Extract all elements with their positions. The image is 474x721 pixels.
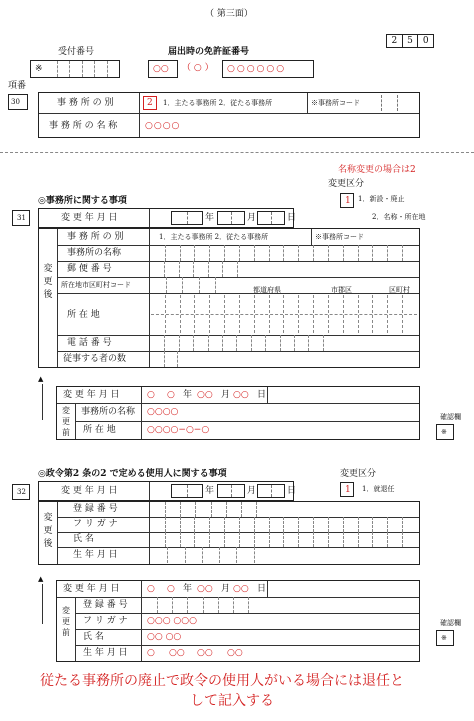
sec32-date-label: 変 更 年 月 日 [61, 486, 118, 496]
sec31-year-input[interactable] [171, 211, 203, 225]
sec32-before-reg-label: 登 録 番 号 [83, 600, 128, 610]
sec31-date-label: 変 更 年 月 日 [61, 213, 118, 223]
sec31-after-table [38, 228, 420, 368]
sec31-before-label: 変更前 [62, 406, 70, 437]
sec32-confirm-box: ※ [436, 630, 454, 646]
sec31-address-cells-2[interactable] [151, 315, 417, 333]
sec31-row-office-name: 事務所の名称 [67, 248, 122, 258]
office-table [38, 92, 420, 138]
sec31-row-address: 所 在 地 [67, 310, 100, 320]
sec32-row-name: 氏 名 [73, 534, 94, 544]
sec32-before-kana-value: ○○○ ○○○ [147, 616, 197, 626]
sec31-office-options: 1．主たる事務所 2．従たる事務所 [159, 233, 269, 241]
sec32-month-input[interactable] [217, 484, 245, 498]
sec31-phone-cells[interactable] [151, 335, 337, 351]
sec31-before-date-label: 変 更 年 月 日 [63, 390, 120, 400]
sec31-before-addr-label: 所 在 地 [83, 425, 116, 435]
sec32-birth-cells[interactable] [151, 547, 271, 563]
sec32-after-table [38, 501, 420, 565]
sec32-year-input[interactable] [171, 484, 203, 498]
sec32-before-date-label: 変 更 年 月 日 [63, 584, 120, 594]
office-code-label: ※事務所コード [311, 99, 360, 107]
license-prefix-value: ○○ [153, 64, 169, 74]
sec31-address-cells-1[interactable] [151, 295, 417, 313]
license-prefix-field[interactable] [148, 60, 178, 78]
sec31-date-row: 変 更 年 月 日 年 月 日 [38, 208, 294, 228]
sec31-town-label: 区町村 [389, 286, 410, 294]
sec32-kubun-option1: 1．就退任 [362, 485, 395, 493]
sec31-arrow-line [42, 384, 43, 420]
sec32-before-birth-year: ○○ [169, 648, 185, 658]
up-arrow-icon: ▲ [38, 375, 44, 383]
sec32-confirm-label: 確認欄 [440, 619, 461, 627]
sec32-before-birth-day: ○○ [227, 648, 243, 658]
sec32-before-kana-label: フ リ ガ ナ [83, 616, 128, 626]
sec31-before-addr-value: ○○○○−○−○ [147, 425, 210, 435]
sec31-after-label: 変更後 [43, 264, 53, 300]
sec31-before-date-era: ○ [147, 390, 155, 400]
sec31-before-name-label: 事務所の名称 [81, 407, 136, 417]
sec31-row-city-code: 所在地市区町村コード [61, 281, 131, 289]
sec31-before-date-year: ○ [167, 390, 175, 400]
office-name-value: ○○○○ [145, 121, 181, 131]
change-kubun-option2: 2．名称・所在地 [372, 213, 426, 221]
sec31-day-input[interactable] [257, 211, 285, 225]
item-number-30: 30 [8, 94, 28, 110]
sec32-after-label: 変更後 [43, 513, 53, 549]
sec32-before-name-label: 氏 名 [83, 632, 104, 642]
sec32-row-birth: 生 年 月 日 [73, 550, 118, 560]
sec31-title: ◎事務所に関する事項 [38, 196, 127, 206]
license-digits-value: ○○○○○○ [227, 64, 287, 74]
sec32-before-birth-label: 生 年 月 日 [83, 648, 128, 658]
sec32-before-birth-month: ○○ [197, 648, 213, 658]
change-kubun-input[interactable] [340, 193, 354, 208]
sec32-change-kubun-value: 1 [345, 485, 351, 495]
section-divider [0, 152, 474, 153]
form-number-box [386, 34, 434, 48]
sec31-before-date-day: ○○ [233, 390, 249, 400]
sec32-reg-number-cells[interactable] [151, 502, 271, 517]
sec32-day-input[interactable] [257, 484, 285, 498]
license-paren-value: （ ○ ） [182, 63, 214, 73]
sec32-before-table: 変更前 変 更 年 月 日 ○ ○ 年 ○○ 月 ○○ 日 登 録 番 号 フ リ ガ ナ ○○○ ○○○ 氏 名 ○○ ○○ 生 年 月 日 ○ ○○ ○○ ○○ [56, 580, 420, 662]
sec32-before-name-value: ○○ ○○ [147, 632, 182, 642]
sec31-code-label: ※事務所コード [315, 233, 364, 241]
sec32-title: ◎政令第2 条の2 で定める使用人に関する事項 [38, 469, 227, 479]
form-digit: 5 [402, 35, 418, 47]
name-change-note: 名称変更の場合は2 [338, 165, 416, 175]
sec32-row-kana: フ リ ガ ナ [73, 519, 118, 529]
sec31-staff-count-cells[interactable] [151, 351, 191, 367]
sec32-date-row: 変 更 年 月 日 年 月 日 [38, 481, 294, 501]
sec32-before-date-day: ○○ [233, 584, 249, 594]
sec32-before-date-year: ○ [167, 584, 175, 594]
license-label: 届出時の免許証番号 [168, 47, 250, 57]
sec31-row-office-type: 事 務 所 の 別 [67, 232, 124, 242]
sec31-row-postal: 郵 便 番 号 [67, 264, 112, 274]
office-name-label: 事 務 所 の 名 称 [49, 121, 118, 131]
footer-note-line1: 従たる事務所の廃止で政令の使用人がいる場合には退任と [40, 673, 404, 689]
sec32-before-reg-cells [143, 597, 263, 613]
office-type-options: 1．主たる事務所 2．従たる事務所 [163, 99, 273, 107]
sec31-office-name-cells[interactable] [151, 245, 417, 261]
receipt-label: 受付番号 [58, 47, 95, 57]
sec32-before-birth-era: ○ [147, 648, 155, 658]
sec31-pref-label: 都道府県 [253, 286, 281, 294]
sec31-row-staff-count: 従事する者の数 [63, 354, 127, 364]
sec32-kana-cells[interactable] [151, 517, 417, 532]
sec32-change-kubun-input[interactable] [340, 482, 354, 497]
sec31-row-phone: 電 話 番 号 [67, 338, 112, 348]
sec32-arrow-line [42, 584, 43, 624]
sec31-confirm-box: ※ [436, 424, 454, 440]
sec31-month-input[interactable] [217, 211, 245, 225]
sec31-postal-cells[interactable] [151, 261, 251, 277]
sec32-before-date-month: ○○ [197, 584, 213, 594]
change-kubun-label: 変更区分 [328, 179, 365, 189]
office-type-value: 2 [147, 98, 153, 108]
page-label: （ 第三面） [205, 9, 253, 19]
sec31-before-table: 変更前 変 更 年 月 日 ○ ○ 年 ○○ 月 ○○ 日 事務所の名称 ○○○○ 所 在 地 ○○○○−○−○ [56, 386, 420, 440]
sec32-before-label: 変更前 [62, 606, 70, 637]
office-type-input[interactable] [143, 96, 157, 110]
sec31-before-name-value: ○○○○ [147, 407, 179, 417]
footer-note-line2: して記入する [190, 693, 274, 709]
sec32-name-cells[interactable] [151, 532, 417, 547]
sec32-change-kubun-label: 変更区分 [340, 469, 377, 479]
item-number-label: 項番 [8, 81, 27, 91]
sec32-before-date-era: ○ [147, 584, 155, 594]
form-digit: 0 [417, 35, 433, 47]
receipt-number-field[interactable] [30, 60, 120, 78]
license-digits-field[interactable] [222, 60, 314, 78]
sec31-city-label: 市郡区 [331, 286, 352, 294]
change-kubun-option1: 1．新設・廃止 [358, 195, 405, 203]
sec31-confirm-label: 確認欄 [440, 413, 461, 421]
form-digit: 2 [391, 36, 398, 46]
up-arrow-icon: ▲ [38, 575, 44, 583]
change-kubun-value: 1 [345, 196, 351, 206]
sec31-before-date-month: ○○ [197, 390, 213, 400]
receipt-mark: ※ [35, 64, 43, 74]
item-number-31: 31 [12, 210, 30, 226]
item-number-32: 32 [12, 484, 30, 500]
sec32-row-reg-number: 登 録 番 号 [73, 504, 118, 514]
sec31-city-code-cells[interactable] [151, 277, 231, 293]
office-type-label: 事 務 所 の 別 [57, 98, 114, 108]
